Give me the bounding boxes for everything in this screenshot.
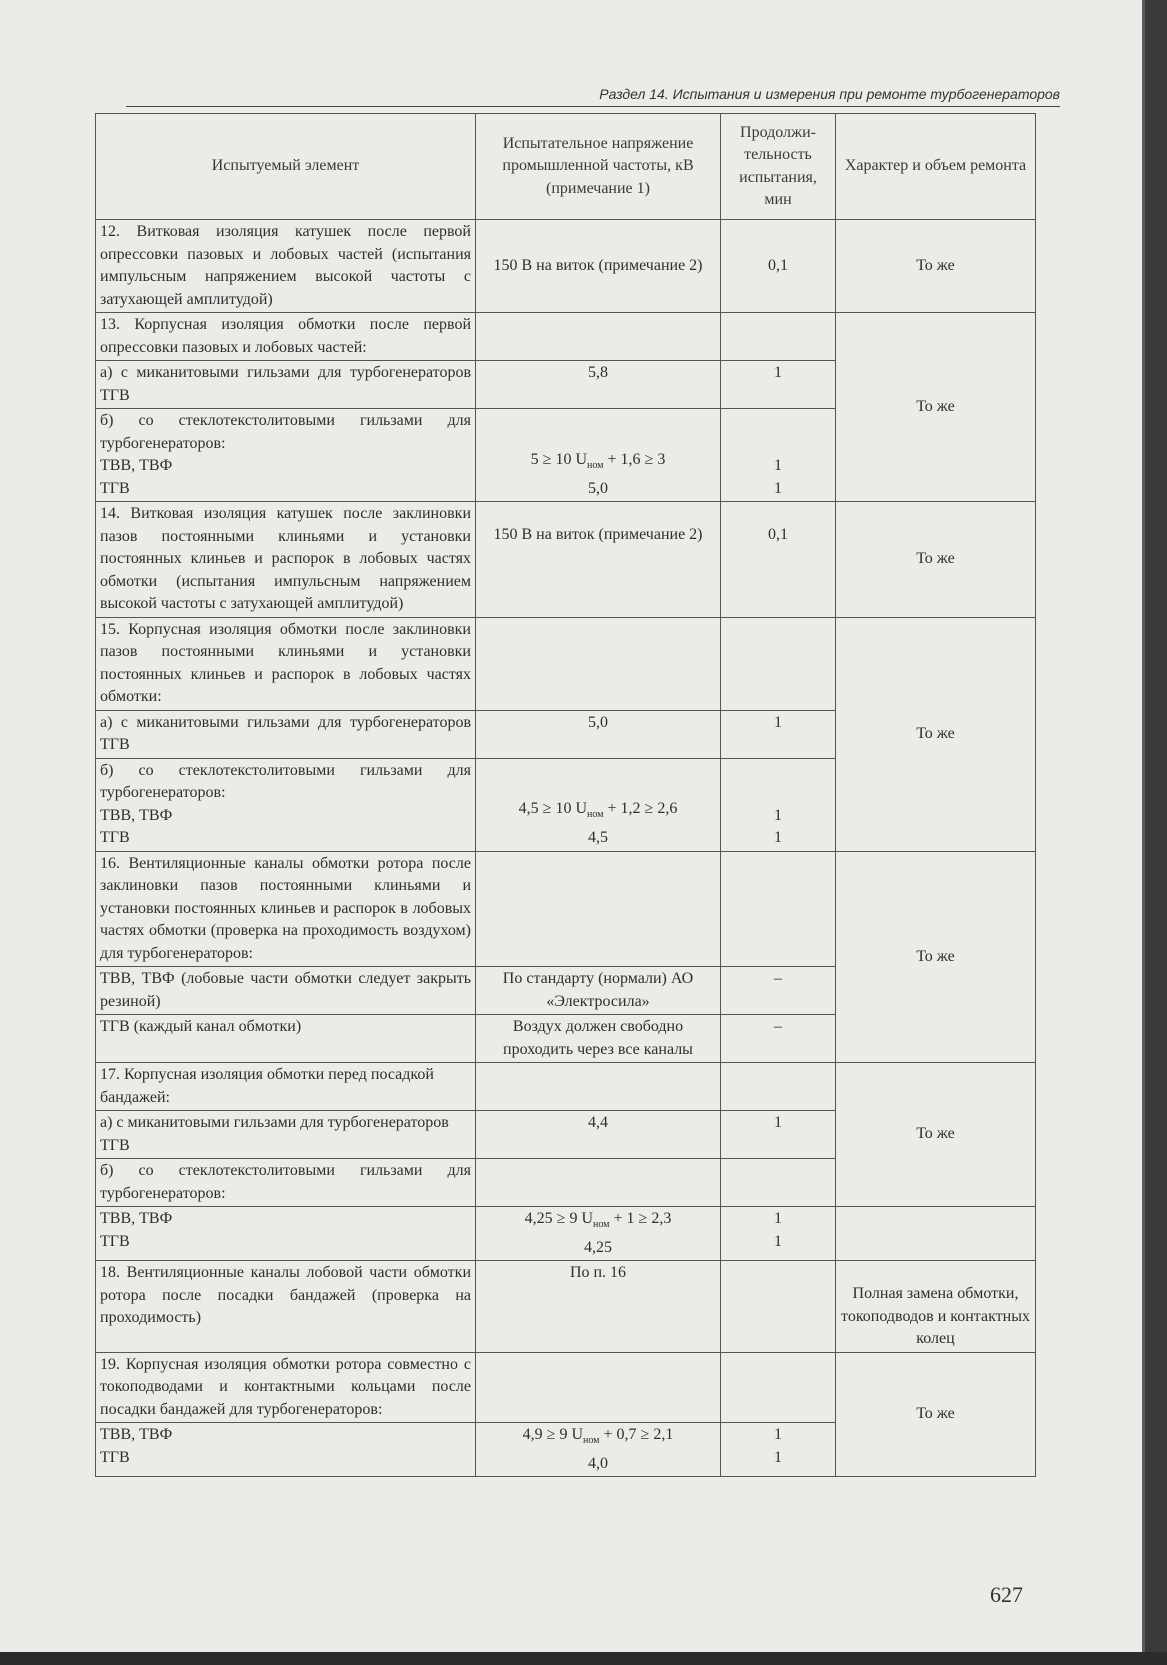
table-row xyxy=(96,1063,1036,1111)
row17c-duration-tgv: 1 xyxy=(774,1232,782,1250)
row17a-voltage: 4,4 xyxy=(476,1111,721,1159)
row16a-duration: – xyxy=(721,967,836,1015)
row13b-tvv: ТВВ, ТВФ xyxy=(100,457,173,474)
row15b-voltage-tgv: 4,5 xyxy=(588,829,608,846)
row17c-duration-tvv: 1 xyxy=(774,1210,782,1227)
row13b-voltage-tgv: 5,0 xyxy=(588,479,608,497)
row17c-voltage-tvv: 4,25 ≥ 9 $U_{ном} + 1 \ge 2,3$ xyxy=(524,1210,672,1231)
row12-element: 12. Витковая изоляция катушек после первой опрессовки пазовых и лобовых частей (испытания импульсным напряжением высокой частоты с затухающей амплитудой) xyxy=(96,220,476,313)
running-head: Раздел 14. Испытания и измерения при ремонте турбогенераторов xyxy=(599,86,1060,102)
row15-repair: То же xyxy=(836,617,1036,851)
row13b-voltage-tvv: 5 ≥ 10 $U_{ном} + 1,6 \ge 3$ xyxy=(530,450,666,471)
row15b-tgv: ТГВ xyxy=(100,829,130,846)
row13b-duration-tgv: 1 xyxy=(774,479,782,497)
row12-voltage: 150 В на виток (примечание 2) xyxy=(476,220,721,313)
row13a-voltage: 5,8 xyxy=(476,361,721,409)
table-header-row xyxy=(96,114,1036,220)
row16-repair: То же xyxy=(836,851,1036,1063)
row16b-duration: – xyxy=(721,1015,836,1063)
row19c-duration-tvv: 1 xyxy=(774,1426,782,1444)
row15b-duration-tgv: 1 xyxy=(774,829,782,846)
row17b-element: б) со стеклотекстолитовыми гильзами для турбогенераторов: xyxy=(96,1159,476,1207)
row15b-duration-tvv: 1 xyxy=(774,806,782,824)
row19c-tgv: ТГВ xyxy=(100,1448,130,1466)
row19c-voltage-tgv: 4,0 xyxy=(588,1454,608,1472)
table-row xyxy=(96,313,1036,361)
row18-element: 18. Вентиляционные каналы лобовой части обмотки ротора после посадки бандажей (проверка на проходимость) xyxy=(96,1261,476,1353)
test-table xyxy=(95,113,1036,1477)
table-row xyxy=(96,1352,1036,1423)
page-number: 627 xyxy=(990,1582,1023,1607)
row13a-element: а) с миканитовыми гильзами для турбогенераторов ТГВ xyxy=(96,361,476,409)
row15a-duration: 1 xyxy=(721,710,836,758)
table-row xyxy=(96,1261,1036,1353)
row16-element: 16. Вентиляционные каналы обмотки ротора после заклиновки пазов постоянными клиньями и установки постоянных клиньев и распорок в лобовых частях обмотки (проверка на проходимость воздухом) для турбогенераторов: xyxy=(96,851,476,967)
row13-repair: То же xyxy=(836,313,1036,502)
row14-voltage: 150 В на виток (примечание 2) xyxy=(476,502,721,618)
row14-duration: 0,1 xyxy=(721,502,836,618)
row15b-element: б) со стеклотекстолитовыми гильзами для турбогенераторов: xyxy=(100,761,471,801)
row16b-voltage: Воздух должен свободно проходить через все каналы xyxy=(476,1015,721,1063)
row13a-duration: 1 xyxy=(721,361,836,409)
row17-element: 17. Корпусная изоляция обмотки перед посадкой бандажей: xyxy=(96,1063,476,1111)
table-row xyxy=(96,851,1036,967)
row16a-element: ТВВ, ТВФ (лобовые части обмотки следует закрыть резиной) xyxy=(96,967,476,1015)
row15a-voltage: 5,0 xyxy=(476,710,721,758)
row13-element: 13. Корпусная изоляция обмотки после первой опрессовки пазовых и лобовых частей: xyxy=(96,313,476,361)
row17a-element: а) с миканитовыми гильзами для турбогенераторов ТГВ xyxy=(96,1111,476,1159)
row14-repair: То же xyxy=(836,502,1036,618)
table-row xyxy=(96,1207,1036,1261)
row18-voltage: По п. 16 xyxy=(476,1261,721,1353)
table-row xyxy=(96,617,1036,710)
row19c-tvv: ТВВ, ТВФ xyxy=(100,1426,173,1444)
row12-repair: То же xyxy=(836,220,1036,313)
row15a-element: а) с миканитовыми гильзами для турбогенераторов ТГВ xyxy=(96,710,476,758)
table-row xyxy=(96,220,1036,313)
row17c-tgv: ТГВ xyxy=(100,1232,130,1250)
row16b-element: ТГВ (каждый канал обмотки) xyxy=(96,1015,476,1063)
row14-element: 14. Витковая изоляция катушек после заклиновки пазов постоянными клиньями и установки постоянных клиньев и распорок в лобовых частях обмотки (испытания импульсным напряжением высокой частоты с затухающей амплитудой) xyxy=(96,502,476,618)
row17c-voltage-tgv: 4,25 xyxy=(584,1238,612,1256)
row15-element: 15. Корпусная изоляция обмотки после заклиновки пазов постоянными клиньями и установки постоянных клиньев и распорок в лобовых частях обмотки: xyxy=(96,617,476,710)
row17-repair: То же xyxy=(836,1063,1036,1207)
row16a-voltage: По стандарту (нормали) АО «Электросила» xyxy=(476,967,721,1015)
row15b-voltage-tvv: 4,5 ≥ 10 $U_{ном} + 1,2 \ge 2,6$ xyxy=(518,800,678,821)
row15b-tvv: ТВВ, ТВФ xyxy=(100,806,173,824)
scan-edge xyxy=(0,1652,1167,1665)
row19c-duration-tgv: 1 xyxy=(774,1448,782,1466)
row19-repair: То же xyxy=(836,1352,1036,1477)
row13b-element: б) со стеклотекстолитовыми гильзами для турбогенераторов: xyxy=(100,412,471,452)
row13b-tgv: ТГВ xyxy=(100,479,130,497)
header-element: Испытуемый элемент xyxy=(96,114,476,220)
header-voltage: Испытательное напряжение промышленной частоты, кВ (примечание 1) xyxy=(476,114,721,220)
row18-repair: Полная замена обмотки, токоподводов и контактных колец xyxy=(836,1261,1036,1353)
header-repair: Характер и объем ремонта xyxy=(836,114,1036,220)
table-row xyxy=(96,502,1036,618)
row19-element: 19. Корпусная изоляция обмотки ротора совместно с токоподводами и контактными кольцами после посадки бандажей для турбогенераторов: xyxy=(96,1352,476,1423)
row17a-duration: 1 xyxy=(721,1111,836,1159)
header-duration: Продолжи-тельность испытания, мин xyxy=(721,114,836,220)
row17c-tvv: ТВВ, ТВФ xyxy=(100,1210,173,1227)
row12-duration: 0,1 xyxy=(721,220,836,313)
row13b-duration-tvv: 1 xyxy=(774,457,782,474)
header-rule xyxy=(126,106,1060,107)
row19c-voltage-tvv: 4,9 ≥ 9 $U_{ном} + 0,7 \ge 2,1$ xyxy=(522,1426,674,1447)
